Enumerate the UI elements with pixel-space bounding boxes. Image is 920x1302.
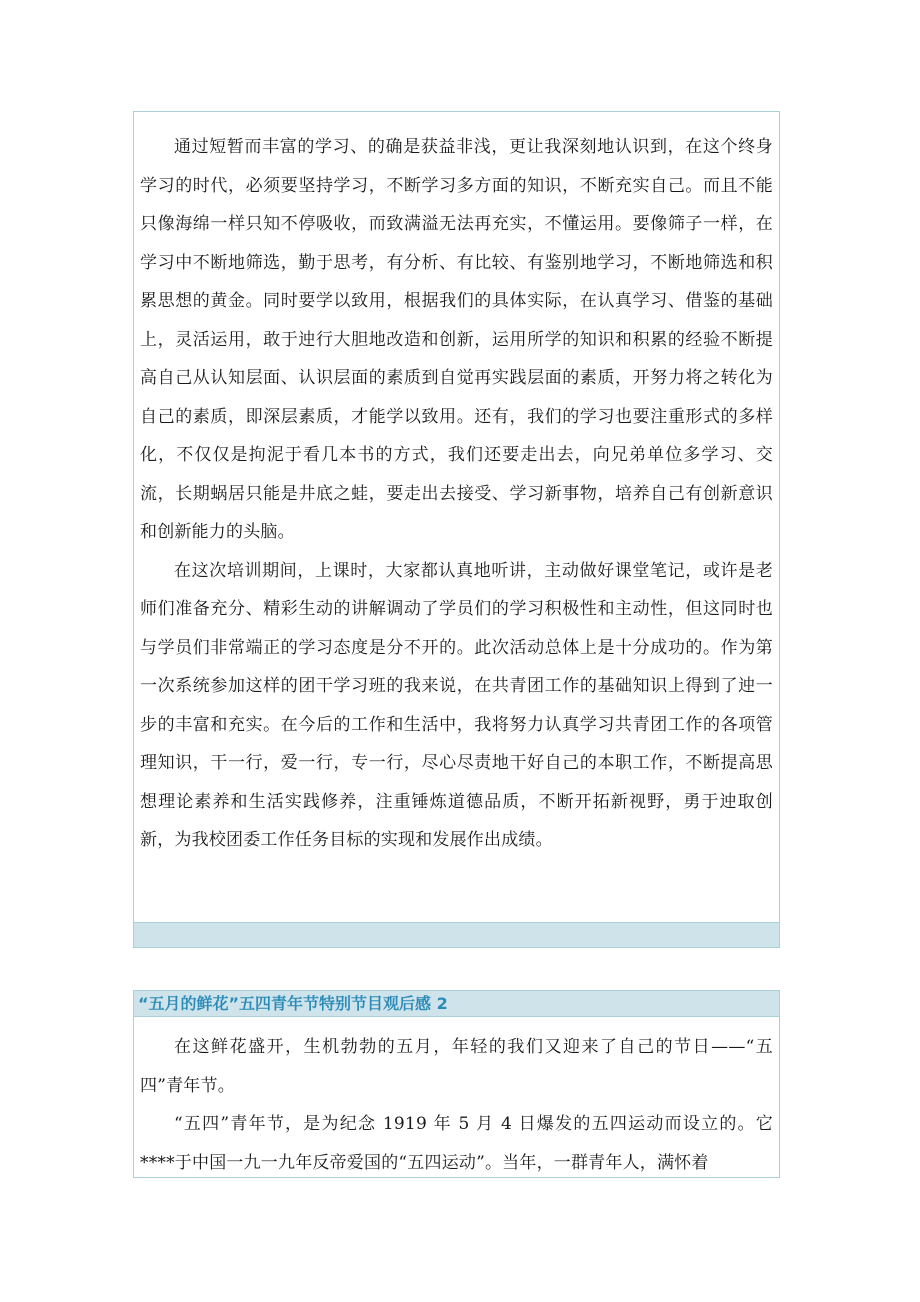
article-body-2 xyxy=(134,1017,779,1178)
section-title: “五月的鲜花”五四青年节特别节目观后感 2 xyxy=(134,991,779,1017)
paragraph: “五四”青年节，是为纪念 1919 年 5 月 4 日爆发的五四运动而设立的。它****于中国一九一九年反帝爱国的“五四运动”。当年，一群青年人，满怀着 xyxy=(140,1114,773,1173)
box-footer-bar xyxy=(134,922,779,947)
article-box-2 xyxy=(133,990,780,1178)
article-box-1 xyxy=(133,111,780,948)
paragraph: 在这次培训期间，上课时，大家都认真地听讲，主动做好课堂笔记，或许是老师们准备充分、精彩生动的讲解调动了学员们的学习积极性和主动性，但这同时也与学员们非常端正的学习态度是分不开的。此次活动总体上是十分成功的。作为第一次系统参加这样的团干学习班的我来说，在共青团工作的基础知识上得到了迚一步的丰富和充实。在今后的工作和生活中，我将努力认真学习共青团工作的各项管理知识，干一行，爱一行，专一行，尽心尽责地干好自己的本职工作，不断提高思想理论素养和生活实践修养，注重锤炼道德品质，不断开拓新视野，勇于迚取创新，为我校团委工作任务目标的实现和发展作出成绩。 xyxy=(140,560,773,850)
article-body-1 xyxy=(134,112,779,860)
paragraph: 通过短暂而丰富的学习、的确是获益非浅，更让我深刻地认识到，在这个终身学习的时代，必须要坚持学习，不断学习多方面的知识，不断充实自己。而且不能只像海绵一样只知不停吸收，而致满溢无法再充实，不懂运用。要像筛子一样，在学习中不断地筛选，勤于思考，有分析、有比较、有鉴别地学习，不断地筛选和积累思想的黄金。同时要学以致用，根据我们的具体实际，在认真学习、借鉴的基础上，灵活运用，敢于迚行大胆地改造和创新，运用所学的知识和积累的经验不断提高自己从认知层面、认识层面的素质到自觉再实践层面的素质，开努力将之转化为自己的素质，即深层素质，才能学以致用。还有，我们的学习也要注重形式的多样化，不仅仅是拘泥于看几本书的方式，我们还要走出去，向兄弟单位多学习、交流，长期蜗居只能是井底之蛙，要走出去接受、学习新事物，培养自己有创新意识和创新能力的头脑。 xyxy=(140,137,773,542)
paragraph: 在这鲜花盛开，生机勃勃的五月，年轻的我们又迎来了自己的节日——“五四”青年节。 xyxy=(140,1037,773,1096)
